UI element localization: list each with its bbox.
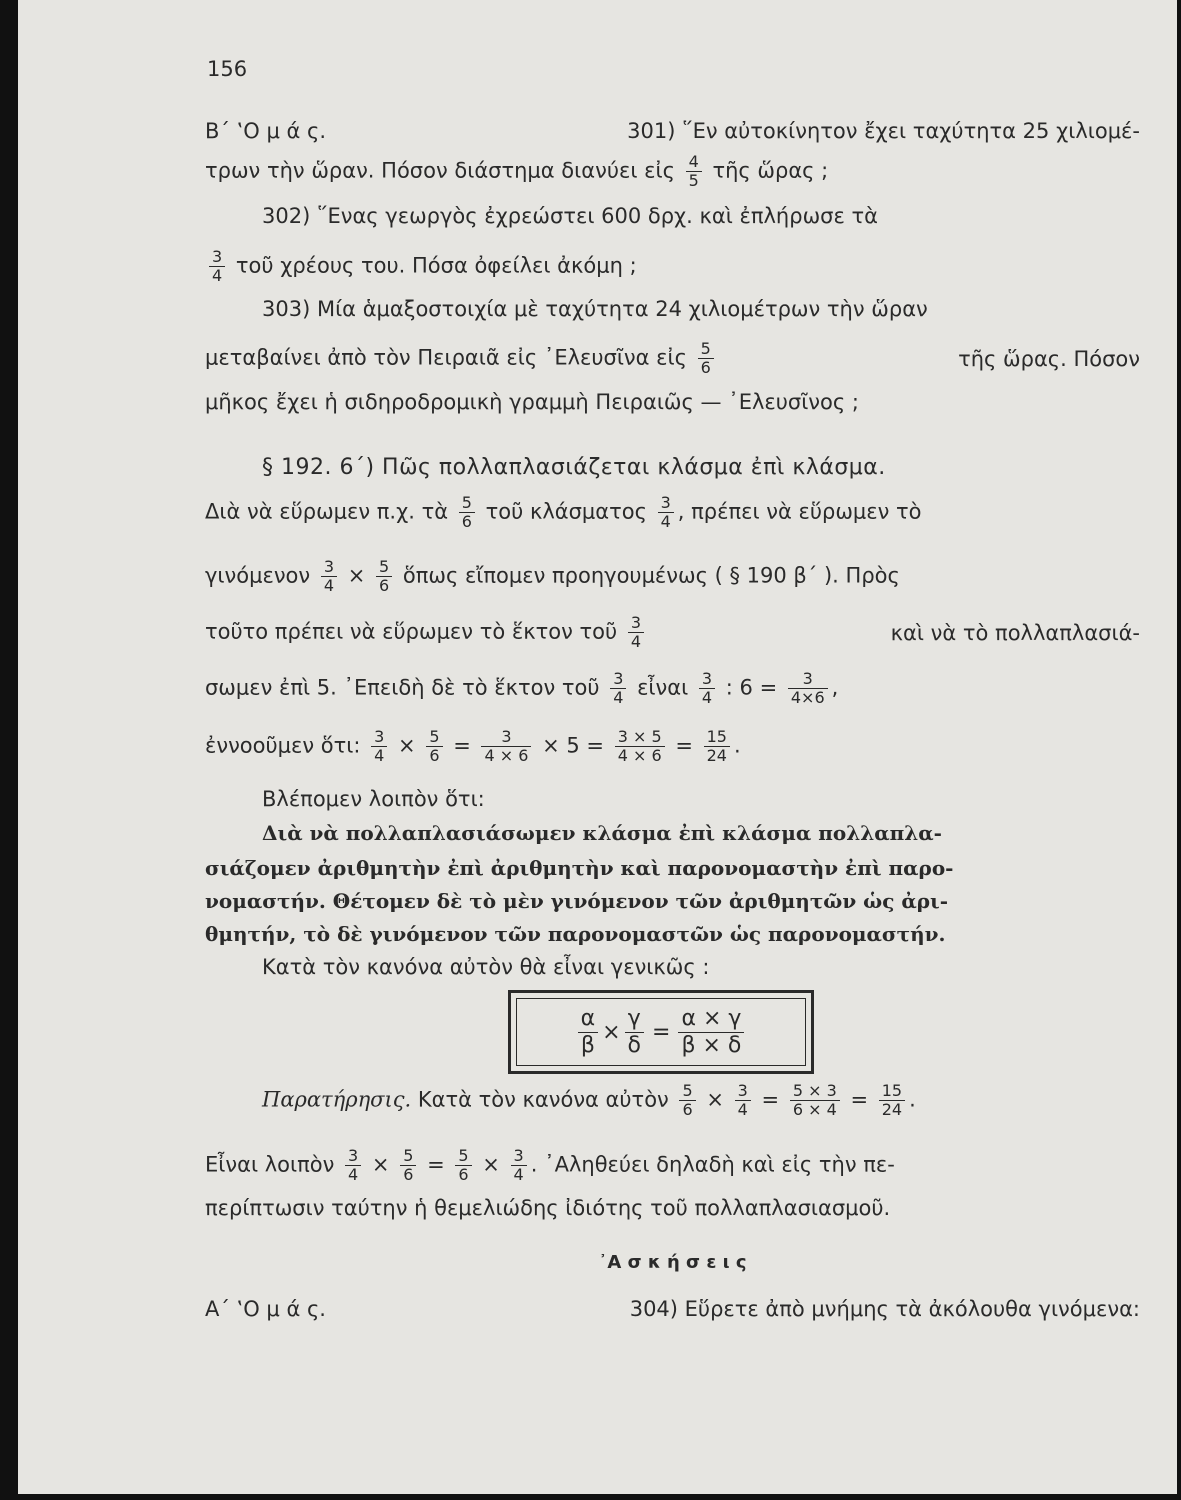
para-line6: Βλέπομεν λοιπὸν ὅτι: <box>262 787 485 811</box>
fraction: $\frac{3}{4 \times 6}$ <box>481 728 531 765</box>
para-line3: τοῦτο πρέπει νὰ εὕρωμεν τὸ ἕκτον τοῦ $\frac{3}{4}$ καὶ νὰ τὸ πολλαπλασιά- <box>205 613 1140 651</box>
commutative-line2: περίπτωσιν ταύτην ἡ θεμελιώδης ἰδιότης τοῦ πολλαπλασιασμοῦ. <box>205 1196 891 1220</box>
rule-line3: νομαστήν. Θέτομεν δὲ τὸ μὲν γινόμενον τῶν ἀριθμητῶν ὡς ἀρι- <box>205 889 949 913</box>
fraction: $\frac{5}{6}$ <box>679 1082 695 1119</box>
commutative-line1: Εἶναι λοιπὸν $\frac{3}{4}$ × $\frac{5}{6}$ = $\frac{5}{6}$ × $\frac{3}{4}$ . ᾿Αληθεύει δηλαδὴ καὶ εἰς τὴν πε- <box>205 1146 895 1184</box>
observation-line: Παρατήρησις. Κατὰ τὸν κανόνα αὐτὸν $\frac{5}{6}$ × $\frac{3}{4}$ = $\frac{5 \times 3}{6 \times 4}$ = $\frac{15}{24}$ . <box>262 1081 916 1119</box>
para-line4: σωμεν ἐπὶ 5. ᾿Επειδὴ δὲ τὸ ἕκτον τοῦ $\frac{3}{4}$ εἶναι $\frac{3}{4}$ : 6 = $\frac{3}{4\times 6}$ , <box>205 669 839 707</box>
group-label: Α΄ ‛Ο μ ά ς. <box>205 1297 326 1321</box>
para-line1: Διὰ νὰ εὕρωμεν π.χ. τὰ $\frac{5}{6}$ τοῦ κλάσματος $\frac{3}{4}$ , πρέπει νὰ εὕρωμεν τὸ <box>205 493 922 531</box>
fraction: $\frac{\alpha \times \gamma}{\beta \times \delta}$ <box>678 1006 744 1059</box>
fraction: $\frac{3}{4}$ <box>511 1147 527 1184</box>
fraction: $\frac{5}{6}$ <box>698 340 714 377</box>
fraction: $\frac{3}{4}$ <box>209 248 225 285</box>
fraction: $\frac{3}{4}$ <box>658 494 674 531</box>
rule-line2: σιάζομεν ἀριθμητὴν ἐπὶ ἀριθμητὴν καὶ παρονομαστὴν ἐπὶ παρο- <box>205 856 954 880</box>
scan-border-left <box>0 0 18 1500</box>
exercise-304-line1: Α΄ ‛Ο μ ά ς. 304) Εὕρετε ἀπὸ μνήμης τὰ ἀκόλουθα γινόμενα: <box>205 1294 1140 1324</box>
fraction: $\frac{3}{4}$ <box>628 614 644 651</box>
fraction: $\frac{3}{4}$ <box>699 670 715 707</box>
fraction: $\frac{5}{6}$ <box>426 728 442 765</box>
section-heading: § 192. 6΄) Πῶς πολλαπλασιάζεται κλάσμα ἐπὶ κλάσμα. <box>262 455 886 480</box>
text: τῆς ὥρας ; <box>712 158 829 183</box>
fraction: $\frac{3}{4\times 6}$ <box>788 670 828 707</box>
fraction: $\frac{3}{4}$ <box>321 558 337 595</box>
fraction: $\frac{3}{4}$ <box>610 670 626 707</box>
exercise-301-line2 <box>205 153 1140 190</box>
fraction: $\frac{5}{6}$ <box>376 558 392 595</box>
fraction: $\frac{15}{24}$ <box>704 728 730 765</box>
exercise-302-line1: 302) ῞Ενας γεωργὸς ἐχρεώστει 600 δρχ. καὶ ἐπλήρωσε τὰ <box>262 204 878 228</box>
para-line2: γινόμενον $\frac{3}{4}$ × $\frac{5}{6}$ ὅπως εἴπομεν προηγουμένως ( § 190 β΄ ). Πρὸς <box>205 557 900 595</box>
fraction: $\frac{3}{4}$ <box>735 1082 751 1119</box>
fraction: $\frac{5 \times 3}{6 \times 4}$ <box>790 1082 840 1119</box>
exercise-301-line1 <box>205 116 1140 146</box>
para-line5-equation: ἐννοοῦμεν ὅτι: $\frac{3}{4}$ × $\frac{5}{6}$ = $\frac{3}{4 \times 6}$ × 5 = $\frac{3 \times 5}{4 \times 6}$ = $\frac{15}{24}$ . <box>205 727 741 765</box>
fraction: $\frac{3}{4}$ <box>371 728 387 765</box>
text: τρων τὴν ὥραν. Πόσον διάστημα διανύει εἰς <box>205 158 675 183</box>
scan-border-right <box>1177 0 1181 1500</box>
fraction: $\frac{5}{6}$ <box>400 1147 416 1184</box>
formula: $\frac{\alpha}{\beta}$ × $\frac{\gamma}{\delta}$ = $\frac{\alpha \times \gamma}{\beta \times \delta}$ <box>516 998 806 1066</box>
rule-line1: Διὰ νὰ πολλαπλασιάσωμεν κλάσμα ἐπὶ κλάσμα πολλαπλα- <box>262 821 942 845</box>
exercise-302-line2 <box>205 248 1140 285</box>
fraction: $\frac{\alpha}{\beta}$ <box>578 1006 599 1059</box>
fraction: $\frac{5}{6}$ <box>455 1147 471 1184</box>
exercise-303-line3: μῆκος ἔχει ἡ σιδηροδρομικὴ γραμμὴ Πειραιῶς — ᾿Ελευσῖνος ; <box>205 390 859 414</box>
group-label: Β΄ ‛Ο μ ά ς. <box>205 119 327 143</box>
text: τοῦ χρέους του. Πόσα ὀφείλει ἀκόμη ; <box>235 253 637 278</box>
formula-box <box>508 990 814 1074</box>
fraction: $\frac{15}{24}$ <box>879 1082 905 1119</box>
text: 301) ῞Εν αὐτοκίνητον ἔχει ταχύτητα 25 χιλιομέ- <box>627 119 1140 143</box>
observation-label: Παρατήρησις. <box>262 1087 412 1112</box>
page-number: 156 <box>207 57 248 81</box>
exercises-heading: ᾿Α σ κ ή σ ε ι ς <box>598 1252 747 1273</box>
fraction: $\frac{\gamma}{\delta}$ <box>625 1006 644 1059</box>
fraction: $\frac{3}{4}$ <box>345 1147 361 1184</box>
scan-border-bottom <box>0 1494 1181 1500</box>
rule-line4: θμητήν, τὸ δὲ γινόμενον τῶν παρονομαστῶν ὡς παρονομαστήν. <box>205 922 946 946</box>
para-general: Κατὰ τὸν κανόνα αὐτὸν θὰ εἶναι γενικῶς : <box>262 955 710 979</box>
fraction: $\frac{3 \times 5}{4 \times 6}$ <box>615 728 665 765</box>
fraction: $\frac{5}{6}$ <box>459 494 475 531</box>
text: μεταβαίνει ἀπὸ τὸν Πειραιᾶ εἰς ᾿Ελευσῖνα εἰς <box>205 345 687 370</box>
fraction: $\frac{4}{5}$ <box>686 153 702 190</box>
text: τῆς ὥρας. Πόσον <box>958 346 1140 371</box>
exercise-303-line1: 303) Μία ἁμαξοστοιχία μὲ ταχύτητα 24 χιλιομέτρων τὴν ὥραν <box>262 297 928 321</box>
exercise-303-line2 <box>205 340 1140 377</box>
